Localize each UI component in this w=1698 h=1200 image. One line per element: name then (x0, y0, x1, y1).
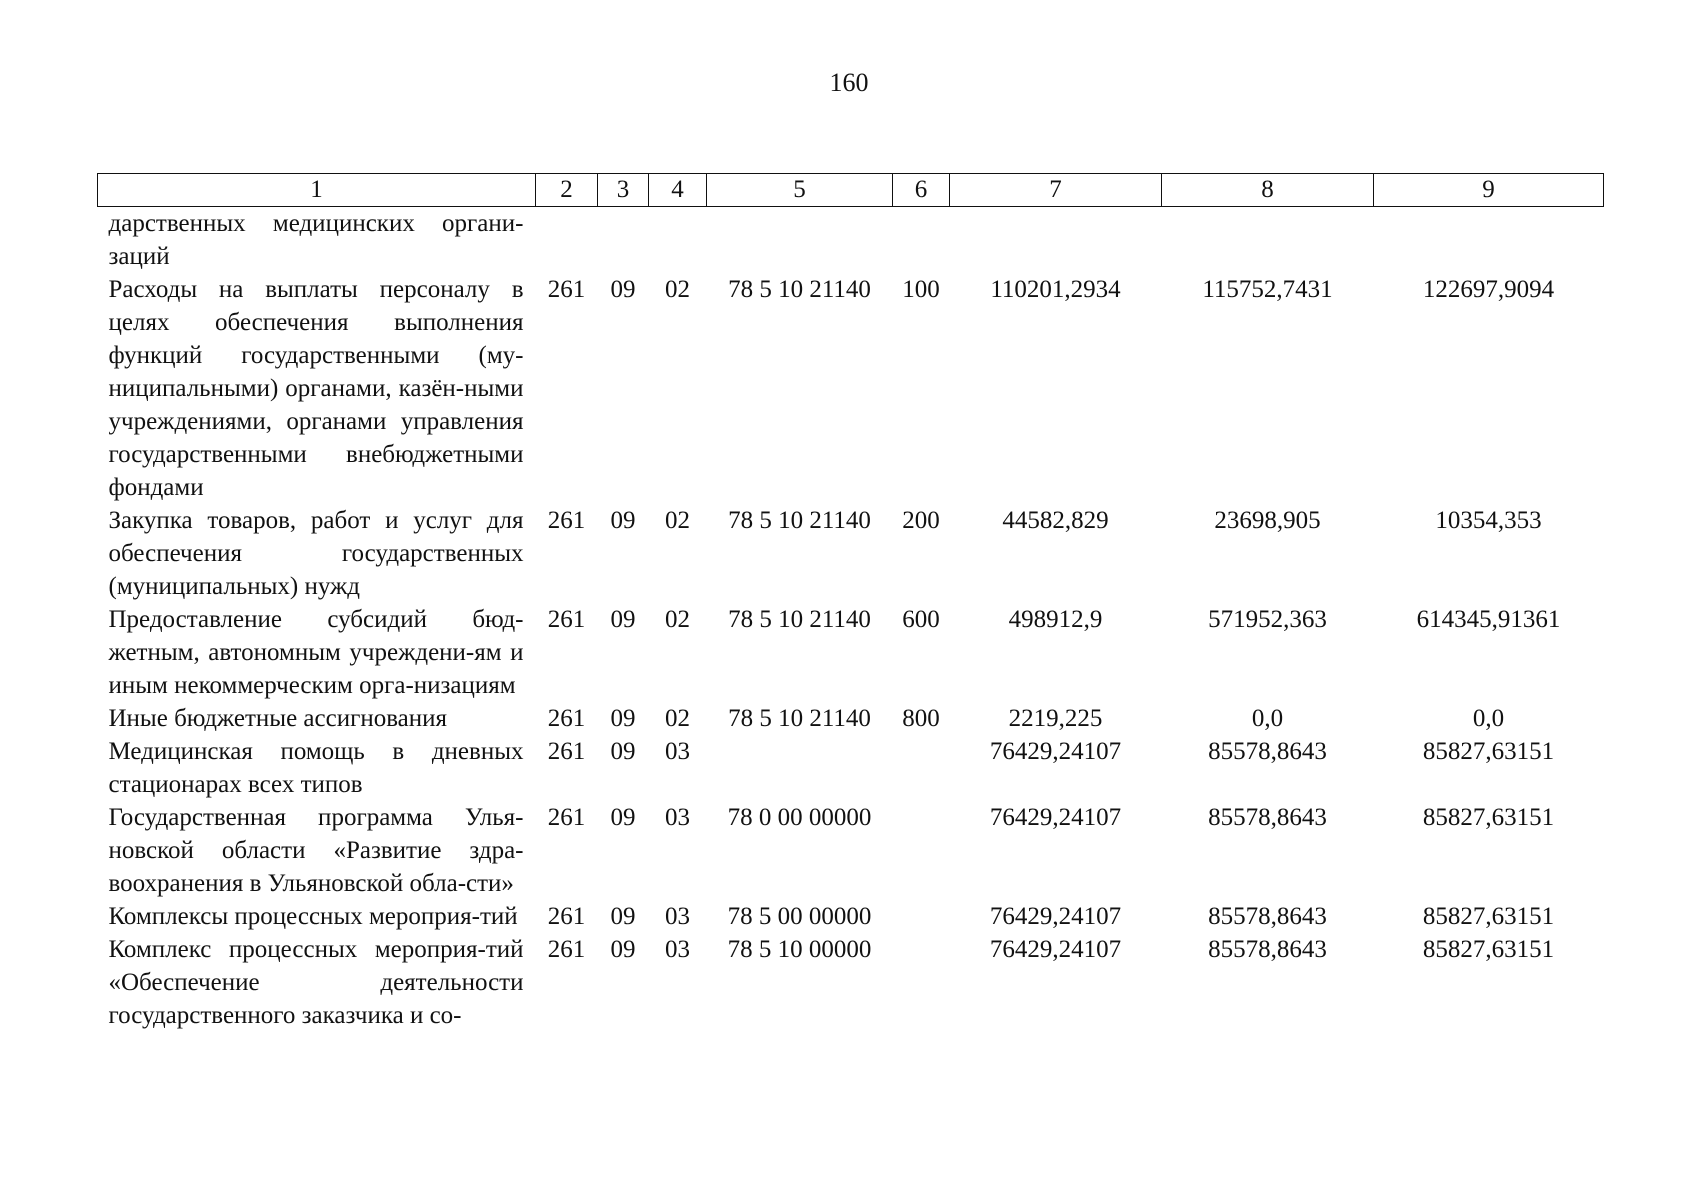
row-name: Комплексы процессных мероприя-тий (108, 903, 518, 930)
table-row (98, 603, 1604, 702)
table-row (98, 801, 1604, 900)
amount-col-8 (1162, 207, 1374, 274)
table-row (98, 273, 1604, 504)
amount-col-9: 122697,9094 (1422, 276, 1555, 303)
column-header-8: 8 (1162, 174, 1374, 207)
amount-col-7: 44582,829 (1002, 507, 1109, 534)
section-code: 09 (610, 903, 636, 930)
ministry-code: 261 (547, 276, 586, 303)
section-code (598, 207, 649, 274)
column-header-1: 1 (98, 174, 536, 207)
expense-type-code (893, 900, 950, 933)
amount-col-7: 110201,2934 (990, 276, 1121, 303)
amount-col-9: 10354,353 (1435, 507, 1542, 534)
amount-col-8: 85578,8643 (1208, 738, 1327, 765)
expense-type-code (893, 735, 950, 801)
target-article-code: 78 5 10 00000 (727, 936, 872, 963)
subsection-code: 03 (665, 738, 690, 765)
expense-type-code (893, 933, 950, 1032)
column-header-5: 5 (707, 174, 893, 207)
amount-col-9: 85827,63151 (1422, 804, 1555, 831)
target-article-code: 78 5 10 21140 (728, 507, 871, 534)
expense-type-code: 200 (902, 507, 940, 534)
table-row (98, 702, 1604, 735)
column-header-7: 7 (950, 174, 1162, 207)
amount-col-9: 85827,63151 (1422, 936, 1555, 963)
subsection-code: 03 (665, 903, 690, 930)
amount-col-7: 76429,24107 (989, 903, 1122, 930)
amount-col-7: 2219,225 (1008, 705, 1103, 732)
table-body (98, 207, 1604, 1033)
row-name: Предоставление субсидий бюд-жетным, автономным учреждени-ям и иным некоммерческим орга-низациям (108, 606, 524, 699)
ministry-code: 261 (547, 903, 586, 930)
budget-table (97, 173, 1604, 1032)
ministry-code: 261 (547, 738, 586, 765)
amount-col-9: 85827,63151 (1422, 903, 1555, 930)
table-header-row (98, 174, 1604, 207)
row-name: Закупка товаров, работ и услуг для обеспечения государственных (муниципальных) нужд (108, 507, 524, 600)
amount-col-9 (1374, 207, 1604, 274)
amount-col-8: 571952,363 (1208, 606, 1327, 633)
ministry-code (536, 207, 598, 274)
ministry-code: 261 (547, 606, 586, 633)
target-article-code (707, 207, 893, 274)
amount-col-8: 85578,8643 (1208, 804, 1327, 831)
subsection-code: 02 (665, 276, 690, 303)
expense-type-code: 800 (902, 705, 940, 732)
amount-col-8: 23698,905 (1214, 507, 1321, 534)
expense-type-code: 600 (902, 606, 940, 633)
column-header-2: 2 (536, 174, 598, 207)
subsection-code: 02 (665, 705, 690, 732)
subsection-code: 02 (665, 606, 690, 633)
subsection-code (649, 207, 707, 274)
expense-type-code (893, 801, 950, 900)
amount-col-7: 76429,24107 (989, 804, 1122, 831)
table-row (98, 900, 1604, 933)
expense-type-code (893, 207, 950, 274)
section-code: 09 (610, 804, 636, 831)
section-code: 09 (610, 738, 636, 765)
table-row (98, 504, 1604, 603)
table-row (98, 735, 1604, 801)
table-row (98, 933, 1604, 1032)
target-article-code (707, 735, 893, 801)
row-name: Иные бюджетные ассигнования (108, 705, 448, 732)
section-code: 09 (610, 507, 636, 534)
amount-col-8: 85578,8643 (1208, 903, 1327, 930)
row-name: Медицинская помощь в дневных стационарах всех типов (108, 738, 524, 798)
amount-col-7: 76429,24107 (989, 936, 1122, 963)
target-article-code: 78 5 10 21140 (728, 606, 871, 633)
amount-col-9: 0,0 (1472, 705, 1505, 732)
subsection-code: 02 (665, 507, 690, 534)
ministry-code: 261 (547, 936, 586, 963)
amount-col-8: 85578,8643 (1208, 936, 1327, 963)
ministry-code: 261 (547, 804, 586, 831)
row-name: Расходы на выплаты персоналу в целях обеспечения выполнения функций государственными (му-ниципальными) органами, казён-ными учреждениями, органами управления государственными внебюджетными фондами (108, 276, 524, 501)
section-code: 09 (610, 936, 636, 963)
column-header-6: 6 (893, 174, 950, 207)
amount-col-8: 0,0 (1251, 705, 1284, 732)
subsection-code: 03 (665, 936, 690, 963)
target-article-code: 78 0 00 00000 (727, 804, 872, 831)
row-name: Государственная программа Улья-новской области «Развитие здра-воохранения в Ульяновской обла-сти» (108, 804, 524, 897)
expense-type-code: 100 (902, 276, 940, 303)
target-article-code: 78 5 10 21140 (728, 276, 871, 303)
target-article-code: 78 5 10 21140 (728, 705, 871, 732)
amount-col-8: 115752,7431 (1202, 276, 1333, 303)
column-header-9: 9 (1374, 174, 1604, 207)
section-code: 09 (610, 606, 636, 633)
target-article-code: 78 5 00 00000 (727, 903, 872, 930)
amount-col-7: 76429,24107 (989, 738, 1122, 765)
row-name: дарственных медицинских органи-заций (108, 210, 524, 270)
ministry-code: 261 (547, 507, 586, 534)
amount-col-9: 85827,63151 (1422, 738, 1555, 765)
column-header-4: 4 (649, 174, 707, 207)
section-code: 09 (610, 276, 636, 303)
table-row (98, 207, 1604, 274)
subsection-code: 03 (665, 804, 690, 831)
page-number: 160 (829, 68, 869, 97)
ministry-code: 261 (547, 705, 586, 732)
amount-col-7 (950, 207, 1162, 274)
amount-col-7: 498912,9 (1008, 606, 1103, 633)
section-code: 09 (610, 705, 636, 732)
row-name: Комплекс процессных мероприя-тий «Обеспечение деятельности государственного заказчика и со- (108, 936, 524, 1029)
amount-col-9: 614345,91361 (1416, 606, 1561, 633)
column-header-3: 3 (598, 174, 649, 207)
